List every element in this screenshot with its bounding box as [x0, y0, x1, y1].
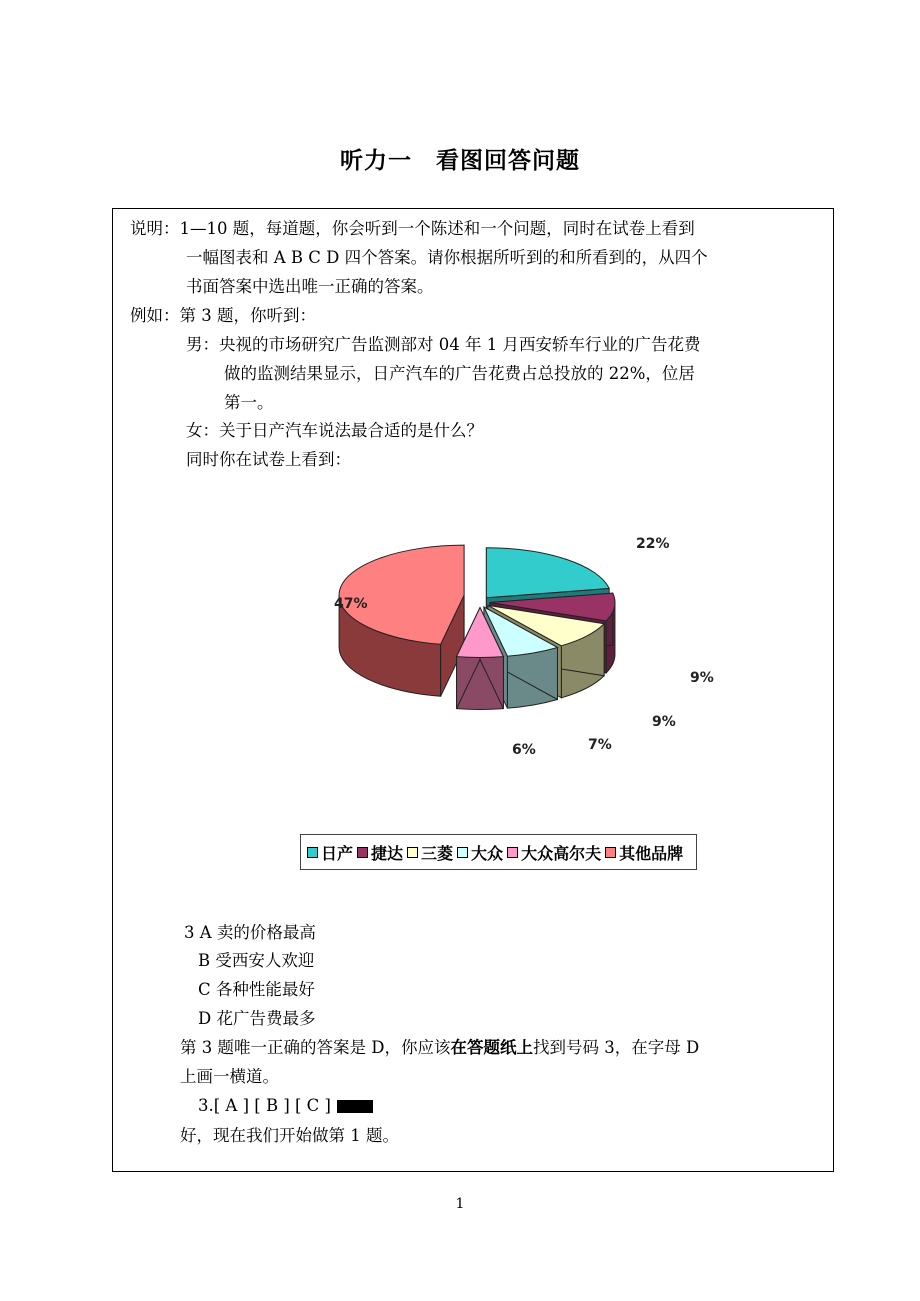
legend-label: 三菱 — [421, 843, 454, 863]
legend-swatch — [457, 847, 468, 858]
legend-label: 大众高尔夫 — [521, 843, 602, 863]
legend-swatch — [507, 847, 518, 858]
pie-chart — [330, 530, 714, 770]
see-line: 同时你在试卷上看到： — [186, 450, 351, 469]
legend-item — [307, 841, 353, 864]
option-c: C 各种性能最好 — [198, 980, 315, 999]
answer-bold: 在答题纸上 — [450, 1038, 533, 1057]
instruction-line-3: 书面答案中选出唯一正确的答案。 — [186, 277, 434, 296]
legend-label: 日产 — [321, 843, 354, 863]
legend-label: 捷达 — [371, 843, 404, 863]
answer-post: 找到号码 3，在字母 D — [532, 1038, 700, 1057]
page-title: 听力一 看图回答问题 — [340, 148, 580, 174]
pie-slice — [339, 545, 464, 696]
option-b: B 受西安人欢迎 — [198, 951, 315, 970]
pie-data-label: 9% — [690, 670, 714, 686]
legend-swatch — [407, 847, 418, 858]
pie-slice-top — [486, 548, 609, 598]
answer-sheet-example — [198, 1096, 373, 1116]
legend-item — [407, 841, 453, 864]
pie-data-label: 47% — [334, 596, 368, 612]
legend-item — [357, 841, 403, 864]
pie-data-label: 7% — [588, 737, 612, 753]
man-line-1: 男：央视的市场研究广告监测部对 04 年 1 月西安轿车行业的广告花费 — [186, 335, 701, 354]
pie-data-label: 22% — [636, 536, 670, 552]
answer-sheet-text: 3.[ A ] [ B ] [ C ] — [198, 1096, 331, 1115]
page-number: 1 — [455, 1196, 465, 1212]
pie-data-label: 9% — [652, 714, 676, 730]
option-a: 3 A 卖的价格最高 — [184, 923, 316, 942]
answer-line-2: 上画一横道。 — [180, 1067, 279, 1086]
chart-legend — [300, 834, 697, 870]
man-line-3: 第一。 — [224, 393, 274, 412]
pie-data-label: 6% — [512, 742, 536, 758]
legend-label: 大众 — [471, 843, 504, 863]
example-intro: 例如：第 3 题，你听到： — [130, 306, 316, 325]
man-line-2: 做的监测结果显示，日产汽车的广告花费占总投放的 22%，位居 — [224, 364, 695, 383]
legend-item — [605, 841, 683, 864]
woman-line: 女：关于日产汽车说法最合适的是什么？ — [186, 421, 483, 440]
answer-pre: 第 3 题唯一正确的答案是 D，你应该 — [180, 1038, 451, 1057]
answer-line-1 — [180, 1038, 699, 1058]
filled-answer-mark — [337, 1100, 373, 1113]
legend-item — [457, 841, 503, 864]
legend-label: 其他品牌 — [619, 843, 684, 863]
option-d: D 花广告费最多 — [198, 1009, 316, 1028]
legend-item — [507, 841, 601, 864]
legend-swatch — [605, 847, 616, 858]
start-line: 好，现在我们开始做第 1 题。 — [180, 1126, 399, 1145]
legend-swatch — [307, 847, 318, 858]
legend-swatch — [357, 847, 368, 858]
instruction-line-2: 一幅图表和 A B C D 四个答案。请你根据所听到的和所看到的，从四个 — [186, 248, 708, 267]
instruction-line-1: 说明：1—10 题，每道题，你会听到一个陈述和一个问题，同时在试卷上看到 — [130, 219, 695, 238]
